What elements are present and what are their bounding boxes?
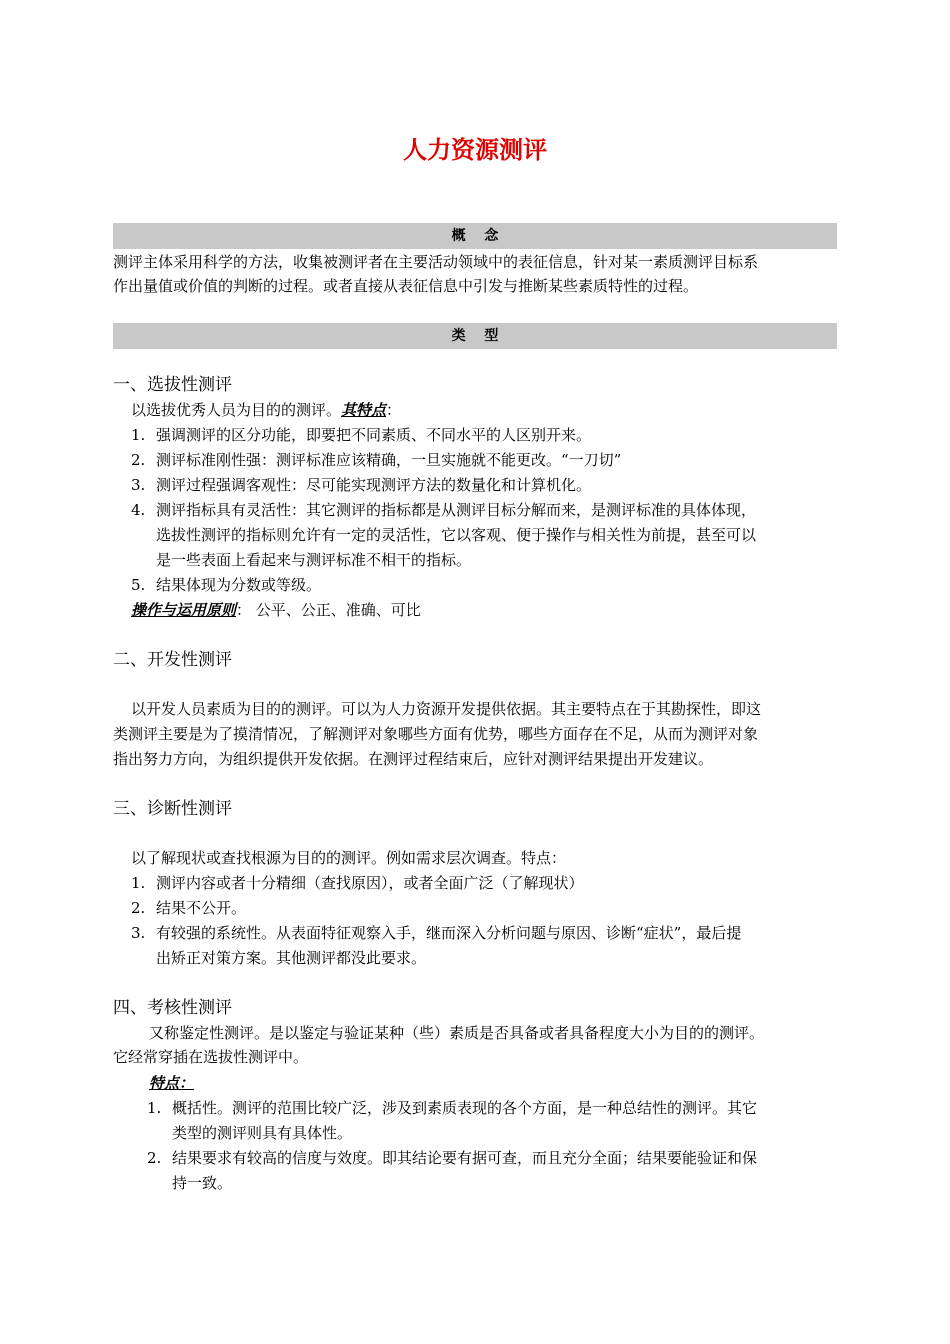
section-4-line-1: 又称鉴定性测评。是以鉴定与验证某种（些）素质是否具备或者具备程度大小为目的的测评。 bbox=[149, 1024, 765, 1042]
list-number: 2. bbox=[131, 899, 146, 917]
list-number: 4. bbox=[131, 501, 146, 519]
section-1-intro-colon: ： bbox=[386, 401, 402, 419]
list-text: 有较强的系统性。从表面特征观察入手，继而深入分析问题与原因、诊断“症状”，最后提 bbox=[156, 924, 742, 942]
section-4-heading: 四、考核性测评 bbox=[113, 998, 232, 1018]
list-text: 强调测评的区分功能，即要把不同素质、不同水平的人区别开来。 bbox=[156, 426, 592, 444]
list-item bbox=[131, 573, 321, 597]
section-1-intro-text: 以选拔优秀人员为目的的测评。 bbox=[131, 401, 342, 419]
list-item bbox=[131, 871, 584, 895]
section-1-intro-emph: 其特点 bbox=[341, 401, 387, 419]
list-text: 测评指标具有灵活性：其它测评的指标都是从测评目标分解而来，是测评标准的具体体现， bbox=[156, 501, 757, 519]
concept-header: 概 念 bbox=[451, 228, 499, 244]
principle-text: ： 公平、公正、准确、可比 bbox=[236, 601, 421, 619]
list-text: 测评内容或者十分精细（查找原因），或者全面广泛（了解现状） bbox=[156, 874, 584, 892]
section-2-line-3: 指出努力方向，为组织提供开发依据。在测评过程结束后，应针对测评结果提出开发建议。 bbox=[113, 750, 714, 768]
list-number: 3. bbox=[131, 924, 146, 942]
list-item bbox=[131, 896, 246, 920]
list-text: 结果体现为分数或等级。 bbox=[156, 576, 322, 594]
list-number: 1. bbox=[131, 874, 146, 892]
list-number: 2. bbox=[131, 451, 146, 469]
types-header-bar bbox=[113, 323, 837, 349]
types-header: 类 型 bbox=[451, 328, 499, 344]
section-1-intro bbox=[131, 398, 401, 422]
principle-label: 操作与运用原则 bbox=[131, 601, 237, 619]
section-2-line-1: 以开发人员素质为目的的测评。可以为人力资源开发提供依据。其主要特点在于其勘探性，即这 bbox=[131, 700, 762, 718]
list-number: 1. bbox=[147, 1099, 162, 1117]
list-text: 结果要求有较高的信度与效度。即其结论要有据可查，而且充分全面；结果要能验证和保 bbox=[172, 1149, 758, 1167]
list-item bbox=[147, 1146, 757, 1170]
section-1-heading: 一、选拔性测评 bbox=[113, 375, 232, 395]
concept-header-bar bbox=[113, 223, 837, 249]
list-text: 测评过程强调客观性：尽可能实现测评方法的数量化和计算机化。 bbox=[156, 476, 592, 494]
feature-label-line bbox=[149, 1071, 194, 1095]
list-item-continuation: 出矫正对策方案。其他测评都没此要求。 bbox=[156, 949, 427, 967]
section-4-line-2: 它经常穿插在选拔性测评中。 bbox=[113, 1048, 309, 1066]
list-item-continuation: 选拔性测评的指标则允许有一定的灵活性，它以客观、便于操作与相关性为前提，甚至可以 bbox=[156, 526, 757, 544]
list-number: 1. bbox=[131, 426, 146, 444]
list-item-continuation: 是一些表面上看起来与测评标准不相干的指标。 bbox=[156, 551, 472, 569]
list-item bbox=[131, 473, 591, 497]
list-item bbox=[147, 1096, 757, 1120]
list-item bbox=[131, 448, 621, 472]
section-3-heading: 三、诊断性测评 bbox=[113, 799, 232, 819]
concept-line-2: 作出量值或价值的判断的过程。或者直接从表征信息中引发与推断某些素质特性的过程。 bbox=[113, 277, 699, 295]
list-number: 5. bbox=[131, 576, 146, 594]
section-2-heading: 二、开发性测评 bbox=[113, 650, 232, 670]
list-item-continuation: 类型的测评则具有具体性。 bbox=[172, 1124, 353, 1142]
feature-label: 特点： bbox=[149, 1074, 195, 1092]
concept-line-1: 测评主体采用科学的方法，收集被测评者在主要活动领域中的表征信息，针对某一素质测评目标系 bbox=[113, 253, 759, 271]
list-text: 概括性。测评的范围比较广泛，涉及到素质表现的各个方面，是一种总结性的测评。其它 bbox=[172, 1099, 758, 1117]
list-item bbox=[131, 423, 591, 447]
list-number: 3. bbox=[131, 476, 146, 494]
page-title: 人力资源测评 bbox=[403, 136, 547, 164]
list-text: 结果不公开。 bbox=[156, 899, 247, 917]
list-item-continuation: 持一致。 bbox=[172, 1174, 233, 1192]
list-item bbox=[131, 498, 756, 522]
principle-line bbox=[131, 598, 421, 622]
list-item bbox=[131, 921, 741, 945]
section-2-line-2: 类测评主要是为了摸清情况，了解测评对象哪些方面有优势，哪些方面存在不足，从而为测评对象 bbox=[113, 725, 759, 743]
list-number: 2. bbox=[147, 1149, 162, 1167]
section-3-intro: 以了解现状或查找根源为目的的测评。例如需求层次调查。特点： bbox=[131, 849, 567, 867]
list-text: 测评标准刚性强：测评标准应该精确，一旦实施就不能更改。“一刀切” bbox=[156, 451, 622, 469]
